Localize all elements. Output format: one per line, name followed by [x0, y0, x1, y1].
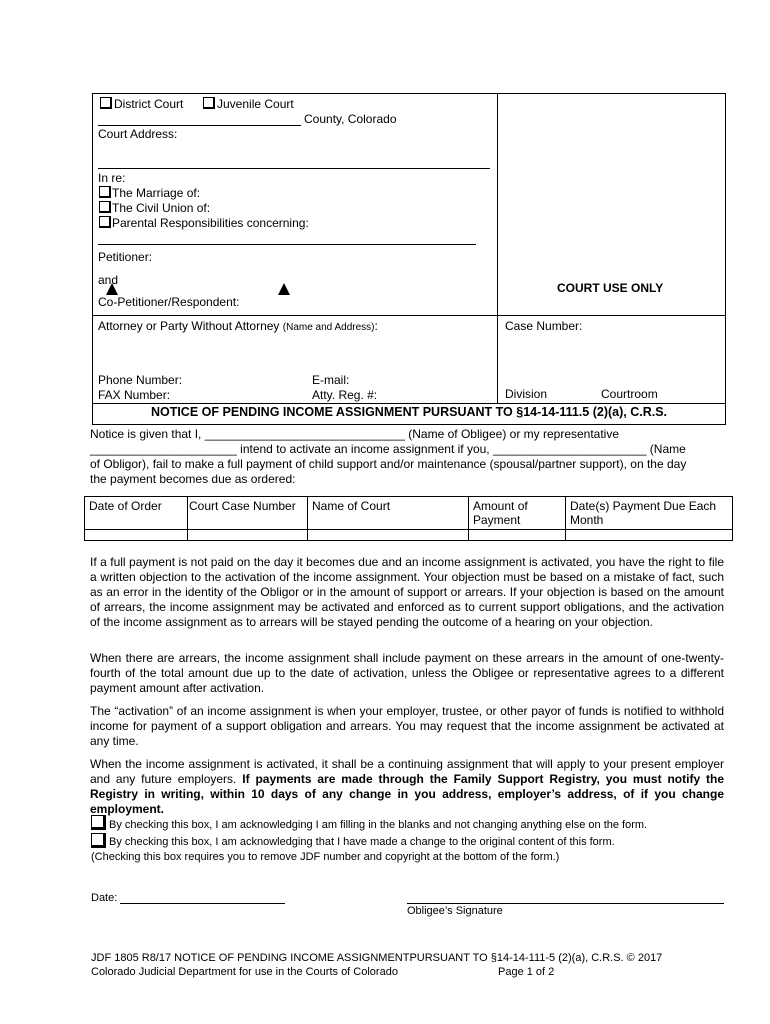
header-name-of-court: Name of Court — [308, 497, 469, 530]
caption-divider-vertical — [497, 94, 498, 404]
footer-line-1: JDF 1805 R8/17 NOTICE OF PENDING INCOME ASSIGNMENTPURSUANT TO §14-14-111-5 (2)(a), C.R.S. © 2017 — [91, 952, 663, 964]
courtroom-label: Courtroom — [601, 387, 658, 401]
phone-label: Phone Number: — [98, 373, 183, 387]
header-court-case-number: Court Case Number — [188, 497, 308, 530]
caption-box — [92, 93, 726, 425]
notice-line-3: of Obligor), fail to make a full payment of child support and/or maintenance (spousal/partner support), on the day — [90, 457, 687, 471]
caption-divider-2 — [93, 403, 725, 404]
ack-changed-checkbox[interactable] — [91, 833, 106, 848]
district-court-checkbox[interactable] — [100, 97, 112, 109]
petitioner-label: Petitioner: — [98, 250, 153, 264]
co-petitioner-label: Co-Petitioner/Respondent: — [98, 295, 240, 309]
civil-union-checkbox[interactable] — [99, 201, 111, 213]
date-blank[interactable] — [120, 903, 285, 904]
caption-divider-1 — [93, 315, 725, 316]
fax-label: FAX Number: — [98, 388, 171, 402]
attorney-label — [98, 319, 378, 333]
ack-fill-blanks-label: By checking this box, I am acknowledging I am filling in the blanks and not changing anything else on the form. — [109, 819, 648, 831]
payment-table — [84, 496, 733, 541]
paragraph-continuing-text: When the income assignment is activated, it shall be a continuing assignment that will apply to your present employer and any future employers. — [90, 757, 724, 786]
notice-line-2: ______________________ intend to activate an income assignment if you, _______________________ (Name — [90, 442, 686, 456]
table-row — [85, 530, 733, 541]
attorney-note: (Name and Address) — [282, 322, 375, 333]
atty-reg-label: Atty. Reg. #: — [312, 388, 378, 402]
in-re-label: In re: — [98, 171, 126, 185]
table-header-row — [85, 497, 733, 530]
and-label: and — [98, 273, 119, 287]
notice-line-4: the payment becomes due as ordered: — [90, 472, 296, 486]
date-label: Date: — [91, 892, 118, 904]
juvenile-court-checkbox[interactable] — [203, 97, 215, 109]
obligee-signature-label: Obligee’s Signature — [407, 905, 503, 917]
court-address-blank[interactable] — [98, 168, 490, 169]
ack-fill-blanks-checkbox[interactable] — [91, 815, 106, 830]
cell-amount-of-payment[interactable] — [469, 530, 566, 541]
marriage-label: The Marriage of: — [112, 186, 201, 200]
district-court-label: District Court — [114, 97, 184, 111]
paragraph-continuing-bold: If payments are made through the Family Support Registry, you must notify the Registry in writing, within 10 days of any change in you address, employer’s address, of if you change employment. — [90, 772, 724, 816]
county-label: County, Colorado — [304, 112, 397, 126]
marriage-checkbox[interactable] — [99, 186, 111, 198]
case-number-label: Case Number: — [505, 319, 583, 333]
ack-changed-label: By checking this box, I am acknowledging that I have made a change to the original content of this form. — [109, 836, 615, 848]
footer-page: Page 1 of 2 — [498, 966, 555, 978]
county-blank[interactable] — [98, 125, 301, 126]
paragraph-continuing — [90, 757, 724, 817]
court-use-only-label: COURT USE ONLY — [557, 281, 664, 295]
cell-name-of-court[interactable] — [308, 530, 469, 541]
parental-checkbox[interactable] — [99, 216, 111, 228]
cell-payment-due[interactable] — [566, 530, 733, 541]
parental-label: Parental Responsibilities concerning: — [112, 216, 309, 230]
header-payment-due: Date(s) Payment Due Each Month — [566, 497, 733, 530]
document-title: NOTICE OF PENDING INCOME ASSIGNMENT PURSUANT TO §14-14-111.5 (2)(a), C.R.S. — [150, 405, 668, 419]
signature-blank[interactable] — [407, 903, 724, 904]
division-label: Division — [505, 387, 548, 401]
paragraph-objection: If a full payment is not paid on the day it becomes due and an income assignment is activated, you have the right to file a written objection to the activation of the income assignment. Your objection must be based on a mistake of fact, such as an error in the identity of the Obligor or in the amount of support or arrears. If your objection is based on the amount of arrears, the income assignment may be activated and enforced as to current support obligations, and the activation of the income assignment as to arrears will be stayed pending the outcome of a hearing on your objection. — [90, 555, 724, 629]
header-date-of-order: Date of Order — [85, 497, 188, 530]
triangle-left-icon — [106, 283, 118, 295]
footer-line-2: Colorado Judicial Department for use in the Courts of Colorado — [91, 966, 398, 978]
court-address-label: Court Address: — [98, 127, 178, 141]
civil-union-label: The Civil Union of: — [112, 201, 211, 215]
header-amount-of-payment: Amount of Payment — [469, 497, 566, 530]
paragraph-arrears: When there are arrears, the income assignment shall include payment on these arrears in the amount of one-twenty-fourth of the total amount due up to the date of activation, unless the Obligee or representative agrees to a different payment amount after activation. — [90, 651, 724, 695]
cell-date-of-order[interactable] — [85, 530, 188, 541]
attorney-colon: : — [374, 319, 378, 333]
ack-changed-note: (Checking this box requires you to remove JDF number and copyright at the bottom of the form.) — [91, 851, 560, 863]
triangle-right-icon — [278, 283, 290, 295]
notice-line-1: Notice is given that I, ______________________________ (Name of Obligee) or my representative — [90, 427, 620, 441]
attorney-text: Attorney or Party Without Attorney — [98, 319, 280, 333]
cell-court-case-number[interactable] — [188, 530, 308, 541]
email-label: E-mail: — [312, 373, 350, 387]
parties-blank[interactable] — [98, 244, 476, 245]
paragraph-activation: The “activation” of an income assignment is when your employer, trustee, or other payor of funds is notified to withhold income for payment of a support obligation and arrears. You may request that the income assignment be activated at any time. — [90, 704, 724, 748]
juvenile-court-label: Juvenile Court — [217, 97, 294, 111]
